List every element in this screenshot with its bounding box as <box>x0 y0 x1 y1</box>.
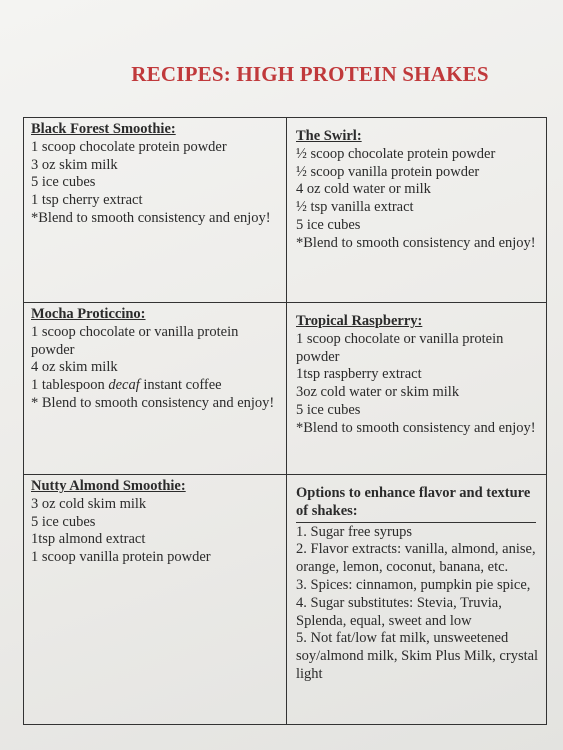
options-item: 4. Sugar substitutes: Stevia, Truvia, Splenda, equal, sweet and low <box>296 594 502 629</box>
recipe-line-coffee <box>31 377 280 395</box>
recipe-line: 3 oz skim milk <box>31 156 118 173</box>
recipe-line: 1 scoop chocolate or vanilla protein powder <box>31 323 239 358</box>
recipe-line: ½ tsp vanilla extract <box>296 199 414 216</box>
options-item: 2. Flavor extracts: vanilla, almond, anise, orange, lemon, coconut, banana, etc. <box>296 541 536 576</box>
options-cell <box>287 475 546 724</box>
recipe-line: *Blend to smooth consistency and enjoy! <box>31 209 271 226</box>
recipe-line: 1 scoop vanilla protein powder <box>31 549 211 566</box>
recipe-name: Mocha Proticcino: <box>31 306 146 322</box>
recipe-line: ½ scoop chocolate protein powder <box>296 145 496 162</box>
recipe-line: 1tsp almond extract <box>31 531 146 548</box>
recipe-line: 3 oz cold skim milk <box>31 495 147 512</box>
recipe-name: Black Forest Smoothie: <box>31 121 176 137</box>
recipe-cell-tropical-raspberry <box>287 303 546 475</box>
recipe-line: 4 oz cold water or milk <box>296 181 431 198</box>
options-item: 3. Spices: cinnamon, pumpkin pie spice, <box>296 576 531 593</box>
recipe-line: 5 ice cubes <box>296 216 361 233</box>
recipe-cell-the-swirl <box>287 118 546 303</box>
recipe-line: 4 oz skim milk <box>31 359 118 376</box>
coffee-pre: 1 tablespoon <box>31 377 109 394</box>
recipe-line: 1 scoop chocolate or vanilla protein powder <box>296 330 504 365</box>
options-item: 5. Not fat/low fat milk, unsweetened soy/almond milk, Skim Plus Milk, crystal light <box>296 630 539 682</box>
recipe-line: 3oz cold water or skim milk <box>296 384 460 401</box>
options-heading: Options to enhance flavor and texture of shakes: <box>296 485 531 519</box>
recipe-table <box>23 117 547 725</box>
options-heading-box <box>296 485 536 523</box>
coffee-emphasis: decaf <box>108 377 140 394</box>
recipe-line: *Blend to smooth consistency and enjoy! <box>296 234 536 251</box>
recipe-line: 1 tsp cherry extract <box>31 192 143 209</box>
recipe-name: Nutty Almond Smoothie: <box>31 478 186 494</box>
recipe-cell-nutty-almond <box>24 475 287 724</box>
recipe-cell-mocha-proticcino <box>24 303 287 475</box>
recipe-name: Tropical Raspberry: <box>296 313 423 329</box>
options-item: 1. Sugar free syrups <box>296 523 412 540</box>
recipe-name: The Swirl: <box>296 128 362 144</box>
recipe-line: *Blend to smooth consistency and enjoy! <box>296 419 536 436</box>
recipe-line: 1tsp raspberry extract <box>296 366 422 383</box>
recipe-line: 5 ice cubes <box>31 513 96 530</box>
recipe-line: * Blend to smooth consistency and enjoy! <box>31 394 275 411</box>
recipe-line: 5 ice cubes <box>31 174 96 191</box>
recipe-line: 1 scoop chocolate protein powder <box>31 138 227 155</box>
recipe-line: ½ scoop vanilla protein powder <box>296 163 480 180</box>
coffee-post: instant coffee <box>139 377 222 394</box>
recipe-line: 5 ice cubes <box>296 401 361 418</box>
recipe-cell-black-forest <box>24 118 287 303</box>
page-title: RECIPES: HIGH PROTEIN SHAKES <box>131 62 489 86</box>
